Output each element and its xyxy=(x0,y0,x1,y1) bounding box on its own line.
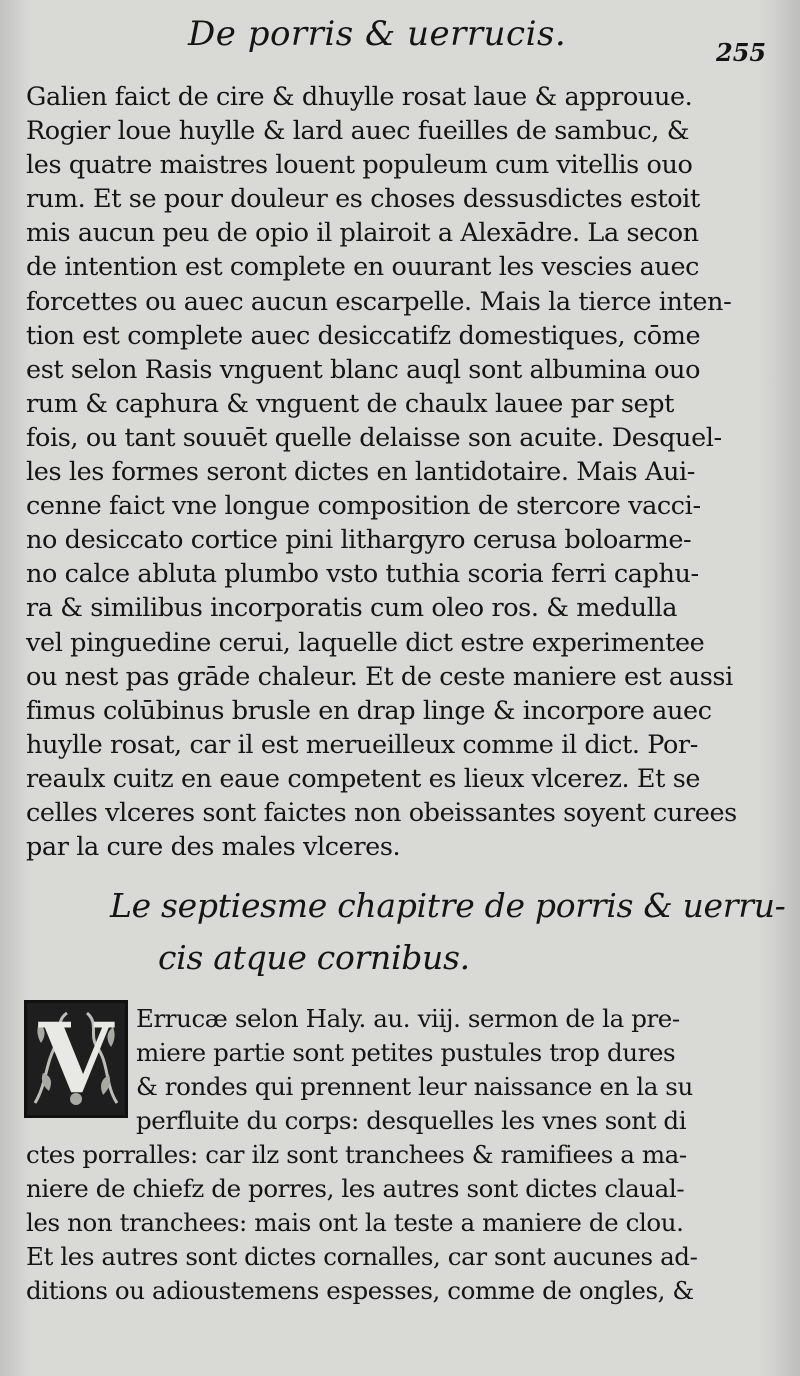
text-line: Rogier loue huylle & lard auec fueilles de sambuc, & xyxy=(26,116,690,147)
text-line: no desiccato cortice pini lithargyro cerusa boloarme- xyxy=(26,525,692,556)
body-text xyxy=(26,80,737,864)
text-line: reaulx cuitz en eaue competent es lieux vlcerez. Et se xyxy=(26,763,701,794)
text-line: de intention est complete en ouurant les vescies auec xyxy=(26,252,700,283)
text-line: celles vlceres sont faictes non obeissantes soyent curees xyxy=(26,797,737,828)
text-line: miere partie sont petites pustules trop dures xyxy=(136,1038,676,1068)
text-line: perfluite du corps: desquelles les vnes sont di xyxy=(136,1106,687,1136)
text-line: les les formes seront dictes en lantidotaire. Mais Aui- xyxy=(26,457,695,488)
text-line: ou nest pas grāde chaleur. Et de ceste maniere est aussi xyxy=(26,661,733,692)
chapter-title-line: cis atque cornibus. xyxy=(158,938,470,977)
text-line: Galien faict de cire & dhuylle rosat laue & approuue. xyxy=(26,82,693,112)
text-line: rum. Et se pour douleur es choses dessusdictes estoit xyxy=(26,184,700,215)
text-line: ditions ou adioustemens espesses, comme de ongles, & xyxy=(26,1276,694,1306)
section-text xyxy=(26,1138,736,1308)
text-line: fimus colūbinus brusle en drap linge & incorpore auec xyxy=(26,695,712,726)
text-line: mis aucun peu de opio il plairoit a Alexādre. La secon xyxy=(26,218,699,249)
text-line: no calce abluta plumbo vsto tuthia scoria ferri caphu- xyxy=(26,559,699,590)
decorated-initial xyxy=(24,1000,128,1118)
text-line: ctes porralles: car ilz sont tranchees & ramifiees a ma- xyxy=(26,1140,687,1169)
text-line: & rondes qui prennent leur naissance en la su xyxy=(136,1072,693,1102)
text-line: rum & caphura & vnguent de chaulx lauee par sept xyxy=(26,388,675,419)
text-line: par la cure des males vlceres. xyxy=(26,832,401,863)
text-line: Et les autres sont dictes cornalles, car sont aucunes ad- xyxy=(26,1242,698,1272)
text-line: ra & similibus incorporatis cum oleo ros. & medulla xyxy=(26,593,678,624)
initial-letter: V xyxy=(38,1002,114,1115)
text-line: forcettes ou auec aucun escarpelle. Mais la tierce inten- xyxy=(26,286,732,317)
running-head: De porris & uerrucis. xyxy=(188,14,567,54)
chapter-title xyxy=(110,880,786,984)
text-line: cenne faict vne longue composition de stercore vacci- xyxy=(26,491,701,522)
page-number: 255 xyxy=(716,38,767,67)
text-line: est selon Rasis vnguent blanc auql sont albumina ouo xyxy=(26,354,701,385)
text-line: les non tranchees: mais ont la teste a maniere de clou. xyxy=(26,1208,684,1238)
text-line: les quatre maistres louent populeum cum vitellis ouo xyxy=(26,150,693,181)
initial-paragraph xyxy=(136,1002,736,1138)
text-line: Errucæ selon Haly. au. viij. sermon de la pre- xyxy=(136,1004,680,1033)
chapter-title-line: Le septiesme chapitre de porris & uerru- xyxy=(110,886,786,925)
text-line: huylle rosat, car il est merueilleux comme il dict. Por- xyxy=(26,729,698,760)
text-line: niere de chiefz de porres, les autres sont dictes claual- xyxy=(26,1174,685,1204)
text-line: fois, ou tant souuēt quelle delaisse son acuite. Desquel- xyxy=(26,422,722,453)
text-line: tion est complete auec desiccatifz domestiques, cōme xyxy=(26,320,701,351)
text-line: vel pinguedine cerui, laquelle dict estre experimentee xyxy=(26,627,705,658)
